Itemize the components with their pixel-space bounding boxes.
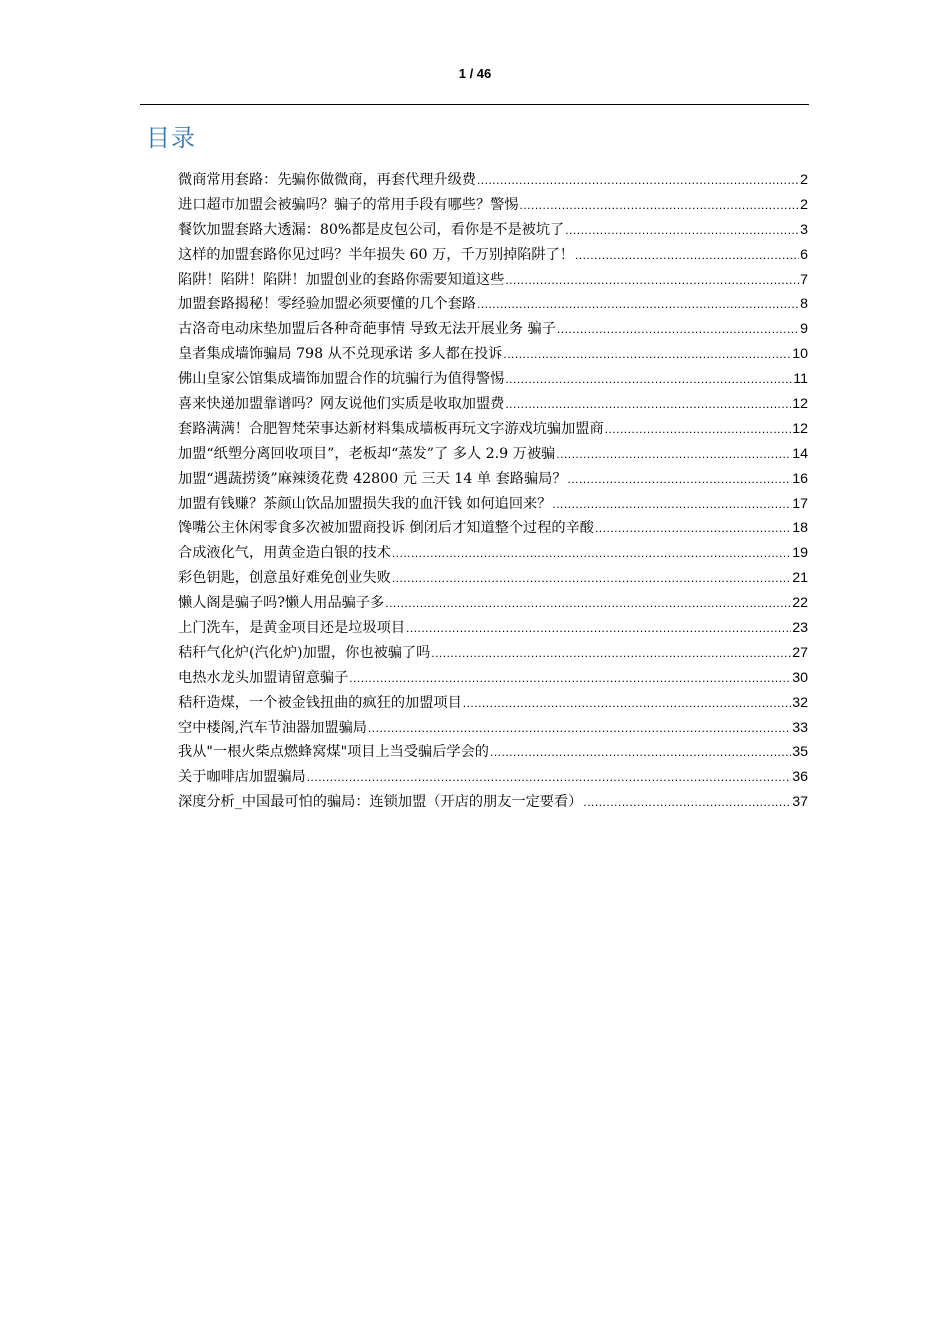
toc-entry-page: 30 bbox=[792, 669, 808, 686]
toc-leader-dots bbox=[595, 516, 791, 541]
toc-entry-page: 36 bbox=[792, 769, 808, 786]
toc-entry-text: 秸秆造煤，一个被金钱扭曲的疯狂的加盟项目 bbox=[178, 694, 462, 711]
toc-entry-text: 这样的加盟套路你见过吗？半年损失 60 万，千万别掉陷阱了！ bbox=[178, 246, 574, 263]
toc-leader-dots bbox=[385, 591, 791, 616]
toc-entry-page: 9 bbox=[800, 321, 808, 338]
toc-entry-text: 合成液化气，用黄金造白银的技术 bbox=[178, 545, 391, 562]
toc-entry-text: 懒人阁是骗子吗?懒人用品骗子多 bbox=[178, 595, 385, 612]
toc-entry[interactable] bbox=[178, 367, 808, 392]
toc-entry-page: 11 bbox=[793, 371, 808, 388]
toc-entry-page: 10 bbox=[792, 346, 808, 363]
toc-entry-page: 6 bbox=[800, 246, 808, 263]
header-divider bbox=[140, 104, 809, 105]
toc-entry[interactable] bbox=[178, 218, 808, 243]
toc-entry[interactable] bbox=[178, 740, 808, 765]
toc-leader-dots bbox=[557, 317, 799, 342]
toc-entry-page: 27 bbox=[792, 644, 808, 661]
toc-entry[interactable] bbox=[178, 765, 808, 790]
toc-entry-text: 加盟“纸塑分离回收项目”，老板却“蒸发”了 多人 2.9 万被骗 bbox=[178, 445, 556, 462]
toc-entry-text: 馋嘴公主休闲零食多次被加盟商投诉 倒闭后才知道整个过程的辛酸 bbox=[178, 520, 594, 537]
toc-leader-dots bbox=[503, 342, 791, 367]
toc-entry[interactable] bbox=[178, 566, 808, 591]
toc-entry-page: 16 bbox=[792, 470, 808, 487]
toc-leader-dots bbox=[392, 566, 791, 591]
toc-leader-dots bbox=[505, 367, 792, 392]
toc-entry-page: 37 bbox=[792, 794, 808, 811]
toc-entry-page: 18 bbox=[792, 520, 808, 537]
toc-entry[interactable] bbox=[178, 317, 808, 342]
toc-entry-text: 古洛奇电动床垫加盟后各种奇葩事情 导致无法开展业务 骗子 bbox=[178, 321, 556, 338]
toc-leader-dots bbox=[565, 218, 799, 243]
toc-entry-text: 加盟有钱赚？茶颜山饮品加盟损失我的血汗钱 如何追回来？ bbox=[178, 495, 552, 512]
toc-leader-dots bbox=[431, 641, 791, 666]
toc-entry-text: 佛山皇家公馆集成墙饰加盟合作的坑骗行为值得警惕 bbox=[178, 371, 505, 388]
toc-leader-dots bbox=[349, 666, 791, 691]
toc-entry[interactable] bbox=[178, 616, 808, 641]
toc-leader-dots bbox=[556, 442, 791, 467]
toc-entry-text: 进口超市加盟会被骗吗？骗子的常用手段有哪些？警惕 bbox=[178, 196, 519, 213]
toc-list bbox=[178, 168, 808, 815]
toc-entry-text: 陷阱！陷阱！陷阱！加盟创业的套路你需要知道这些 bbox=[178, 271, 505, 288]
toc-entry-text: 皇者集成墙饰骗局 798 从不兑现承诺 多人都在投诉 bbox=[178, 346, 503, 363]
toc-entry[interactable] bbox=[178, 492, 808, 517]
toc-entry[interactable] bbox=[178, 392, 808, 417]
toc-leader-dots bbox=[575, 243, 799, 268]
toc-entry[interactable] bbox=[178, 243, 808, 268]
toc-entry-text: 关于咖啡店加盟骗局 bbox=[178, 769, 306, 786]
toc-leader-dots bbox=[505, 392, 791, 417]
toc-entry-text: 套路满满！合肥智梵荣事达新材料集成墙板再玩文字游戏坑骗加盟商 bbox=[178, 420, 604, 437]
toc-leader-dots bbox=[368, 716, 791, 741]
toc-leader-dots bbox=[605, 417, 792, 442]
toc-leader-dots bbox=[307, 765, 792, 790]
toc-entry[interactable] bbox=[178, 268, 808, 293]
toc-leader-dots bbox=[477, 292, 799, 317]
toc-leader-dots bbox=[406, 616, 791, 641]
toc-entry-page: 2 bbox=[800, 172, 808, 188]
toc-entry-page: 12 bbox=[792, 420, 808, 437]
toc-entry-page: 33 bbox=[792, 719, 808, 736]
toc-leader-dots bbox=[463, 691, 791, 716]
toc-entry-text: 餐饮加盟套路大透漏：80%都是皮包公司，看你是不是被坑了 bbox=[178, 221, 565, 238]
toc-entry-text: 加盟“遇蔬捞烫”麻辣烫花费 42800 元 三天 14 单 套路骗局？ bbox=[178, 470, 567, 487]
toc-entry-page: 35 bbox=[792, 744, 808, 761]
toc-entry[interactable] bbox=[178, 541, 808, 566]
toc-entry[interactable] bbox=[178, 193, 808, 218]
toc-entry-page: 23 bbox=[792, 620, 808, 637]
toc-entry[interactable] bbox=[178, 716, 808, 741]
toc-entry-page: 22 bbox=[792, 595, 808, 612]
toc-entry[interactable] bbox=[178, 168, 808, 193]
toc-leader-dots bbox=[392, 541, 791, 566]
toc-leader-dots bbox=[568, 467, 792, 492]
toc-entry[interactable] bbox=[178, 591, 808, 616]
toc-entry[interactable] bbox=[178, 442, 808, 467]
toc-entry-text: 彩色钥匙，创意虽好难免创业失败 bbox=[178, 570, 391, 587]
toc-entry-page: 17 bbox=[792, 495, 808, 512]
page-number-indicator: 1 / 46 bbox=[458, 66, 492, 81]
toc-entry-page: 32 bbox=[792, 694, 808, 711]
toc-entry-page: 12 bbox=[792, 396, 808, 413]
toc-entry-page: 21 bbox=[792, 570, 808, 587]
toc-entry[interactable] bbox=[178, 790, 808, 815]
toc-leader-dots bbox=[552, 492, 791, 517]
toc-entry-text: 我从"一根火柴点燃蜂窝煤"项目上当受骗后学会的 bbox=[178, 744, 489, 761]
toc-entry-text: 喜来快递加盟靠谱吗？网友说他们实质是收取加盟费 bbox=[178, 396, 505, 413]
toc-entry[interactable] bbox=[178, 666, 808, 691]
toc-entry-page: 7 bbox=[800, 271, 808, 288]
toc-title: 目录 bbox=[146, 124, 196, 152]
toc-entry-page: 8 bbox=[800, 296, 808, 313]
toc-entry-text: 秸秆气化炉(汽化炉)加盟，你也被骗了吗 bbox=[178, 644, 431, 661]
toc-entry-text: 深度分析_中国最可怕的骗局：连锁加盟（开店的朋友一定要看） bbox=[178, 794, 583, 811]
toc-entry-text: 电热水龙头加盟请留意骗子 bbox=[178, 669, 349, 686]
toc-entry[interactable] bbox=[178, 516, 808, 541]
toc-entry[interactable] bbox=[178, 417, 808, 442]
toc-leader-dots bbox=[583, 790, 791, 815]
toc-entry[interactable] bbox=[178, 292, 808, 317]
toc-entry-text: 微商常用套路：先骗你做微商，再套代理升级费 bbox=[178, 172, 476, 188]
toc-entry[interactable] bbox=[178, 467, 808, 492]
toc-leader-dots bbox=[477, 168, 799, 193]
toc-entry-page: 3 bbox=[800, 221, 808, 238]
toc-entry-text: 上门洗车，是黄金项目还是垃圾项目 bbox=[178, 620, 406, 637]
toc-leader-dots bbox=[505, 268, 799, 293]
toc-leader-dots bbox=[490, 740, 791, 765]
toc-entry[interactable] bbox=[178, 342, 808, 367]
toc-entry-text: 空中楼阁,汽车节油器加盟骗局 bbox=[178, 719, 367, 736]
toc-entry[interactable] bbox=[178, 641, 808, 666]
toc-entry-page: 14 bbox=[792, 445, 808, 462]
toc-entry-page: 2 bbox=[800, 196, 808, 213]
toc-entry-text: 加盟套路揭秘！零经验加盟必须要懂的几个套路 bbox=[178, 296, 476, 313]
toc-entry-page: 19 bbox=[792, 545, 808, 562]
toc-leader-dots bbox=[520, 193, 800, 218]
toc-entry[interactable] bbox=[178, 691, 808, 716]
